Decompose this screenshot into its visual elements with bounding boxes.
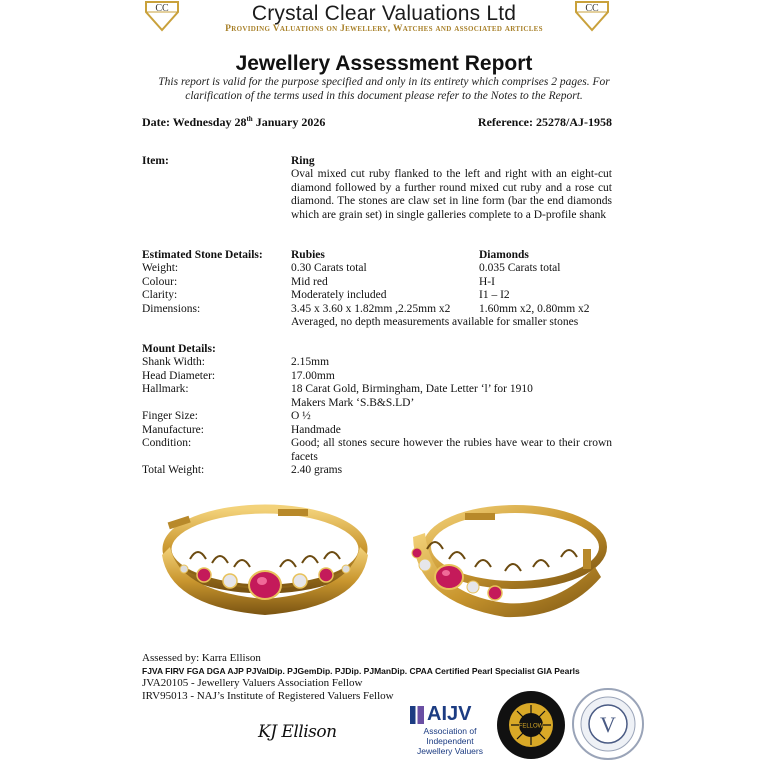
item-label: Item: [142,155,169,167]
stone-row-diamonds: 0.035 Carats total [479,262,561,274]
finger-size-label: Finger Size: [142,410,198,422]
jva-seal-letter: V [600,712,616,737]
naj-fellow-badge-icon [496,690,566,760]
naj-badge-text: FELLOW [518,723,544,730]
stone-row-label: Colour: [142,276,178,288]
head-diameter-label: Head Diameter: [142,370,216,382]
aijv-mark-icon [410,706,424,724]
stone-row-diamonds: H-I [479,276,495,288]
company-name: Crystal Clear Valuations Ltd [251,2,517,25]
rubies-heading: Rubies [291,249,325,261]
mount-heading: Mount Details: [142,343,216,355]
aijv-line3: Jewellery Valuers [417,746,483,756]
head-diameter-value: 17.00mm [291,370,335,382]
aijv-wordmark: AIJV [427,703,472,725]
item-name: Ring [291,155,315,167]
membership-irv: IRV95013 - NAJ’s Institute of Registered Valuers Fellow [142,690,394,702]
ring-photo-front [150,497,380,630]
membership-jva: JVA20105 - Jewellery Valuers Association Fellow [142,677,363,689]
date-rest: January 2026 [255,115,326,129]
assessed-by [142,652,261,665]
assessor-qualifications: FJVA FIRV FGA DGA AJP PJValDip. PJGemDip. PJDip. PJManDip. CPAA Certified Pearl Specialist GIA Pearls [142,666,580,676]
condition-value: Good; all stones secure however the rubies have wear to their crown facets [291,437,612,463]
logo-right-letters: CC [585,3,599,14]
shank-width-label: Shank Width: [142,356,205,368]
jva-seal-icon [572,688,644,760]
manufacture-label: Manufacture: [142,424,204,436]
stone-row-rubies: Moderately included [291,289,387,301]
stone-row-rubies: Mid red [291,276,328,288]
date-label: Date: [142,115,170,129]
manufacture-value: Handmade [291,424,341,436]
stone-row-label: Dimensions: [142,303,201,315]
logo-left-letters: CC [155,3,169,14]
report-title: Jewellery Assessment Report [235,52,533,75]
shank-width-value: 2.15mm [291,356,330,368]
stones-heading: Estimated Stone Details: [142,249,263,261]
stone-row-label: Weight: [142,262,179,274]
ring-photo-angled [405,497,615,630]
stone-row-diamonds: I1 – I2 [479,289,510,301]
hallmark-line1: 18 Carat Gold, Birmingham, Date Letter ‘l’ for 1910 [291,383,533,395]
total-weight-value: 2.40 grams [291,464,343,476]
reference-label: Reference: [477,115,533,129]
report-intro: This report is valid for the purpose specified and only in its entirety which comprises 2 pages. For clarification of the terms used in this document please refer to the Notes to the Report. [158,76,610,102]
condition-label: Condition: [142,437,192,449]
stones-note: Averaged, no depth measurements available for smaller stones [291,316,579,328]
total-weight-label: Total Weight: [142,464,205,476]
assessor-name: Karra Ellison [201,652,261,664]
stone-row-diamonds: 1.60mm x2, 0.80mm x2 [479,303,590,315]
assessor-signature: KJ Ellison [258,722,337,742]
aijv-line2: Independent [426,736,474,746]
date-suffix: th [246,115,253,123]
stone-row-rubies: 3.45 x 3.60 x 1.82mm ,2.25mm x2 [291,303,451,315]
finger-size-value: O ½ [291,410,311,422]
stone-row-label: Clarity: [142,289,178,301]
aijv-line1: Association of [423,726,477,736]
report-reference [478,115,612,130]
assessed-by-label: Assessed by: [142,652,200,664]
aijv-logo [410,703,490,756]
hallmark-label: Hallmark: [142,383,189,395]
reference-value: 25278/AJ-1958 [536,115,612,129]
date-day: Wednesday 28 [172,115,247,129]
company-tagline: Providing Valuations on Jewellery, Watches and associated articles [225,24,543,34]
item-description: Oval mixed cut ruby flanked to the left and right with an eight-cut diamond followed by a further round mixed cut ruby and a rose cut diamond. The stones are claw set in line form (bar the end diamonds which are grain set) in single galleries complete to a D-profile shank [291,168,612,221]
hallmark-line2: Makers Mark ‘S.B&S.LD’ [291,397,415,409]
diamonds-heading: Diamonds [479,249,529,261]
stone-row-rubies: 0.30 Carats total [291,262,367,274]
report-date [142,115,325,130]
